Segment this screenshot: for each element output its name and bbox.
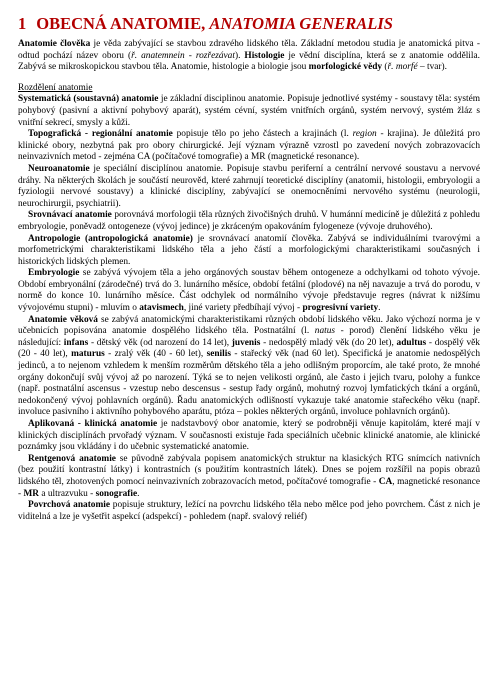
text: ). (234, 50, 245, 61)
etymology: ř. morfé (387, 62, 418, 73)
chapter-title (18, 14, 480, 34)
text: se zabývá anatomickými charakteristikami různých období lidského věku. Jako výchozí norma je v učebnicích popisována anatomie dospělého lidského těla. Postnatální (l. (18, 314, 480, 337)
term: Anatomie věková (28, 314, 98, 325)
text: popisuje tělo po jeho částech a krajinách (l. (172, 129, 353, 140)
etymology: ř. anatemnein - rozřezávat (131, 50, 235, 61)
etymology: natus (314, 326, 336, 337)
text: . (378, 303, 381, 314)
paragraph-embryologie (18, 268, 480, 314)
text: porovnává morfologii těla různých živočišných druhů. V humánní medicíně je důležitá z pohledu embryologie, poněvadž ontogeneze (vývoj jedince) je zkráceným opakováním fylogeneze (vývoje druhového). (18, 210, 480, 232)
text: – tvar). (417, 62, 447, 73)
term: juvenis (231, 337, 261, 348)
term: adultus (396, 337, 427, 348)
paragraph-povrchova (18, 500, 480, 523)
term: MR (23, 488, 40, 499)
term: Rentgenová anatomie (28, 453, 116, 464)
text: a ultrazvuku - (39, 488, 96, 499)
text: je základní disciplinou anatomie. Popisuje jednotlivé systémy - soustavy těla: systém pohybový (pasivní a aktivní pohybový aparát), systém cévní, systém vnitřních orgánů, systém nervový, systém žláz s vnitřní sekrecí, smysly a kůži. (18, 94, 480, 128)
text: , jiné variety předbíhají vývoj - (183, 303, 303, 314)
text: , magnetické resonance - (18, 476, 480, 499)
term: Povrchová anatomie (28, 500, 111, 511)
text: je nadstavbový obor anatomie, který se podrobněji věnuje kapitolám, které mají v klinických disciplínách prvořadý význam. V současnosti existuje řada speciálních učebnic klinické anatomie, ale klinické poznámky jsou vkládány i do učebnic systematické anatomie. (18, 419, 480, 453)
text: ( (382, 62, 388, 73)
paragraph-topograficka (18, 129, 480, 164)
chapter-title-czech: OBECNÁ ANATOMIE, (36, 14, 206, 33)
text: - dětský věk (od narození do 14 let), (88, 337, 232, 348)
spacer (18, 74, 480, 83)
term: sonografie (95, 488, 138, 499)
text: je srovnávací anatomií člověka. Zabývá se individuálními tvarovými a morfometrickými charakteristikami lidského těla a jeho částí a morfologickými charakteristikami současných i historických lidských plemen. (18, 233, 480, 267)
paragraph-srovnavaci (18, 210, 480, 233)
section-heading: Rozdělení anatomie (18, 82, 93, 93)
text: - zralý věk (40 - 60 let), (104, 349, 207, 360)
text: - krajina). Je důležitá pro klinické obory, nezbytná pak pro obory chirurgické. Její význam výrazně vzrostl po zavedení nových zobrazovacích neinvazivních metod - zejména CA (počítačové tomografie) a MR (magnetické resonance). (18, 129, 480, 163)
term-anatomie-cloveka: Anatomie člověka (18, 39, 91, 49)
text: se zabývá vývojem těla a jeho orgánových soustav během ontogeneze a odchylkami od tohoto vývoje. Období embryonální (zárodečné) trvá do 3. lunárního měsíce, období fetální (plodové) na něj navazuje a trvá do porodu, v normě do konce 10. lunárního měsíce. Část odchylek od normálního vývoje představuje regres (návrat k nižšímu vývojovému stupni) - mluvím o (18, 268, 480, 314)
term: Srovnávací anatomie (28, 210, 112, 221)
text: - nedospělý mladý věk (do 20 let), (260, 337, 397, 348)
paragraph-antropologie (18, 234, 480, 269)
term: senilis (206, 349, 231, 360)
term-morfologicke-vedy: morfologické vědy (308, 62, 383, 73)
text: je věda zabývající se stavbou zdravého lidského těla. Základní metodou studia je anatomická pitva - odtud pochází název oboru ( (18, 39, 480, 61)
term: infans (63, 337, 89, 348)
term: CA (378, 476, 393, 487)
text: - porod) členění lidského věku je následující: (18, 326, 480, 348)
chapter-title-latin: ANATOMIA GENERALIS (209, 14, 393, 33)
term: Aplikovaná - klinická anatomie (28, 419, 158, 429)
text: . (137, 488, 140, 499)
text: je vědní disciplína, která se z anatomie oddělila. Zabývá se mikroskopickou stavbou těla. Anatomie, histologie a biologie jsou (18, 50, 480, 73)
paragraph-aplikovana (18, 419, 480, 454)
term: Neuroanatomie (28, 163, 90, 174)
text: popisuje struktury, ležící na povrchu lidského těla nebo mělce pod jeho povrchem. Část z nich je viditelná a lze je vyšetřit aspekcí (adspekcí) - pohledem (např. svalový reliéf) (18, 500, 481, 522)
paragraph-rentgenova (18, 454, 480, 500)
term: Systematická (soustavná) anatomie (18, 94, 159, 105)
text: - dospělý věk (20 - 40 let), (18, 337, 480, 360)
term: atavismech (139, 303, 184, 314)
text: - stařecký věk (nad 60 let). Specifická je anatomie nedospělých jedinců, a to nejenom vzhledem k menším rozměrům dětského těla a jeho odlišným proporcím, ale také proto, že mnohé orgány dokončují svůj vývoj až po narození. Týká se to nejen velikosti orgánů, ale často i jejich tvaru, polohy a funkce (např. postnatální ascensus - vzestup nebo descensus - sestup řady orgánů, mohutný rozvoj lymfatických tkání a orgánů, nedokončený vývoj pohlavních orgánů). Řadu anatomických odlišností vykazuje také anatomie stařeckého věku (např. involuce pasivního i aktivního pohybového aparátu, ptóza – pokles některých orgánů, involuce pohlavních orgánů). (18, 349, 480, 418)
paragraph-vekova (18, 315, 480, 419)
etymology: region (352, 129, 377, 140)
paragraph-systematicka (18, 94, 480, 129)
term: Embryologie (28, 268, 80, 279)
text: je speciální disciplínou anatomie. Popisuje stavbu periferní a centrální nervové soustavu a nervové dráhy. Na některých školách je součástí neurověd, které zahrnují teoretické disciplíny (anatomii, histologii, embryologii a fyziologii nervové soustavy) a klinické disciplíny, zabývající se onemocněními nervového systému (neurologii, neurochirurgii, psychiatrii). (18, 163, 480, 209)
term: progresivní variety (302, 303, 379, 314)
chapter-number: 1 (18, 14, 27, 33)
intro-paragraph (18, 39, 480, 74)
paragraph-neuroanatomie (18, 164, 480, 210)
term: Antropologie (antropologická anatomie) (28, 233, 193, 244)
text: se původně zabývala popisem anatomických struktur na klasických RTG snímcích nativních (bez použití kontrastní látky) i kontrastních (s použitím kontrastních látek). Dnes se pojem rozšířil na popis obrazů lidského těl, zhotovených pomocí neinvazivních zobrazovacích metod, počítačové tomografie - (18, 453, 480, 487)
term: Topografická - regionální anatomie (28, 129, 173, 140)
term: maturus (71, 349, 105, 360)
term-histologie: Histologie (244, 50, 285, 61)
